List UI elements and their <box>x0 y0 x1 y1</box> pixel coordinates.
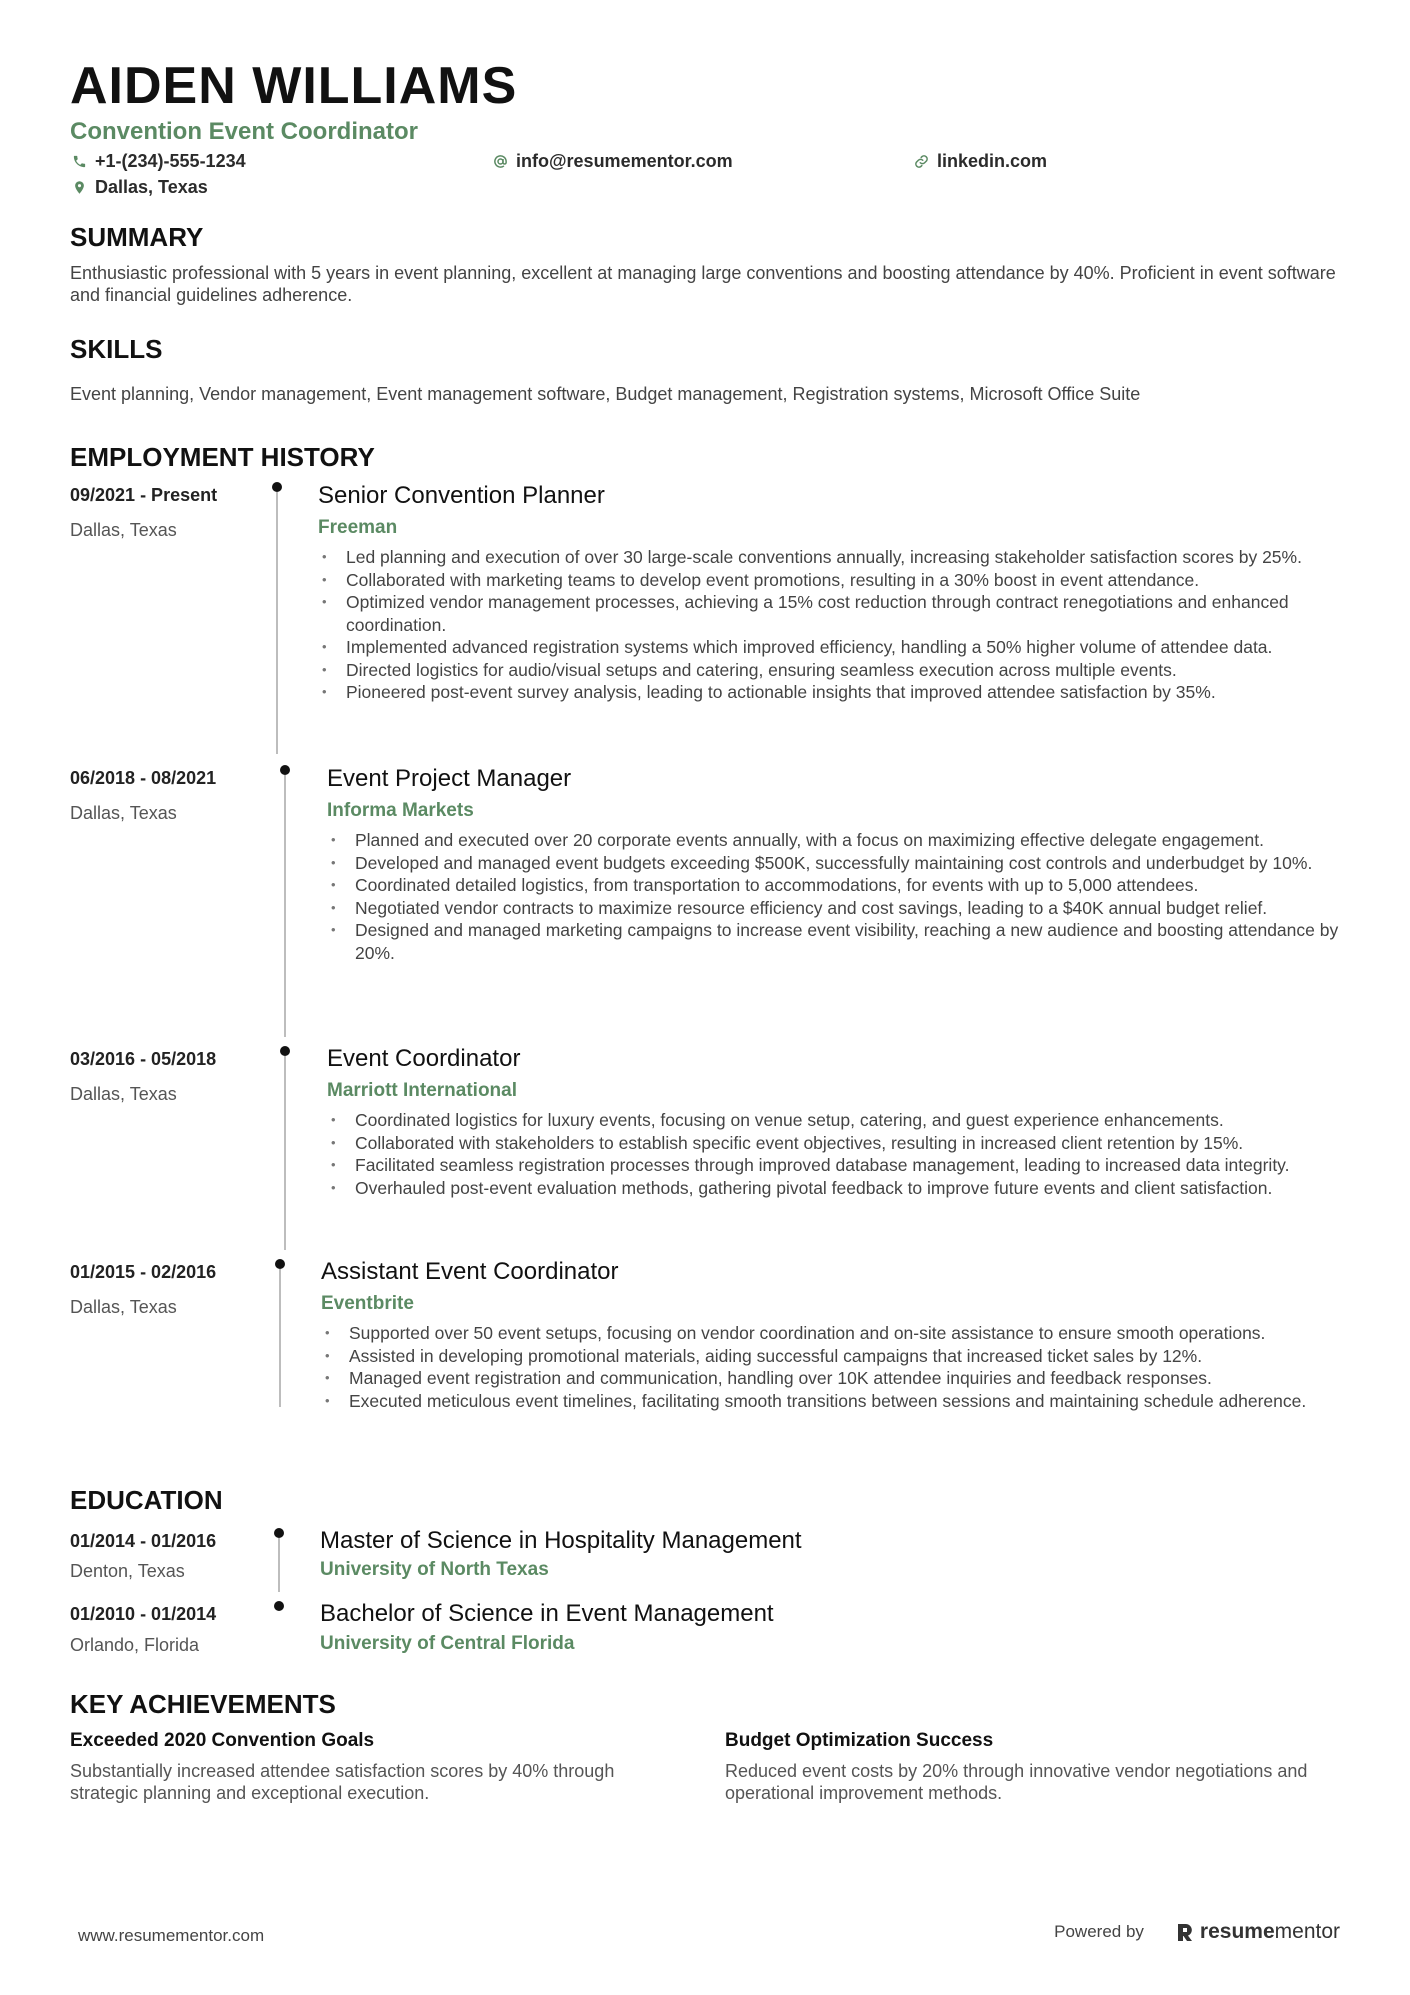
job-bullet: • Pioneered post-event survey analysis, leading to actionable insights that improved attendee satisfaction by 35%. <box>322 681 1342 704</box>
job-title: Senior Convention Planner <box>318 482 605 509</box>
timeline-line <box>284 1056 286 1250</box>
job-bullet: • Supported over 50 event setups, focusing on vendor coordination and on-site assistance to ensure smooth operations. <box>325 1322 1345 1345</box>
contact-phone <box>72 150 246 172</box>
job-location: Dallas, Texas <box>70 520 177 540</box>
job-company: Freeman <box>318 517 398 538</box>
skills-heading: SKILLS <box>70 334 163 364</box>
achievement-title: Budget Optimization Success <box>725 1730 994 1751</box>
edu-degree: Bachelor of Science in Event Management <box>320 1600 774 1627</box>
job-bullet: • Optimized vendor management processes, achieving a 15% cost reduction through contract renegotiations and enhanced coordination. <box>322 591 1342 636</box>
phone-icon <box>72 154 87 169</box>
timeline-dot <box>274 1601 284 1611</box>
job-dates: 06/2018 - 08/2021 <box>70 768 217 788</box>
job-bullet: • Developed and managed event budgets exceeding $500K, successfully maintaining cost controls and underbudget by 10%. <box>331 852 1351 875</box>
candidate-name: AIDEN WILLIAMS <box>70 57 518 115</box>
job-bullet: • Coordinated detailed logistics, from transportation to accommodations, for events with up to 5,000 attendees. <box>331 874 1351 897</box>
summary-heading: SUMMARY <box>70 222 204 252</box>
contact-email <box>493 150 733 172</box>
job-title: Assistant Event Coordinator <box>321 1258 619 1285</box>
job-location: Dallas, Texas <box>70 1084 177 1104</box>
edu-school: University of North Texas <box>320 1559 549 1580</box>
brand-name-light: mentor <box>1274 1920 1340 1943</box>
edu-location: Denton, Texas <box>70 1561 185 1581</box>
phone-text: +1-(234)-555-1234 <box>95 151 246 171</box>
summary-text: Enthusiastic professional with 5 years in event planning, excellent at managing large conventions and boosting attendance by 40%. Proficient in event software and financial guidelines adherence. <box>70 263 1336 305</box>
timeline-dot <box>272 482 282 492</box>
timeline-dot <box>280 1046 290 1056</box>
footer-powered <box>1054 1920 1340 1944</box>
linkedin-text[interactable]: linkedin.com <box>937 151 1048 171</box>
brand-name-bold: resume <box>1199 1920 1275 1943</box>
candidate-role: Convention Event Coordinator <box>70 118 418 145</box>
edu-location: Orlando, Florida <box>70 1635 200 1655</box>
timeline-line <box>279 1269 281 1407</box>
timeline-dot <box>274 1528 284 1538</box>
job-bullet: • Overhauled post-event evaluation methods, gathering pivotal feedback to improve future events and client satisfaction. <box>331 1177 1351 1200</box>
job-bullet: • Executed meticulous event timelines, facilitating smooth transitions between sessions and maintaining schedule adherence. <box>325 1390 1345 1413</box>
edu-dates: 01/2010 - 01/2014 <box>70 1604 217 1624</box>
job-bullet: • Led planning and execution of over 30 large-scale conventions annually, increasing stakeholder satisfaction scores by 25%. <box>322 546 1342 569</box>
location-pin-icon <box>72 180 87 195</box>
contact-linkedin <box>914 150 1047 172</box>
timeline-dot <box>280 765 290 775</box>
timeline-dot <box>275 1259 285 1269</box>
job-bullet: • Directed logistics for audio/visual setups and catering, ensuring seamless execution across multiple events. <box>322 659 1342 682</box>
contact-location <box>72 176 208 198</box>
job-title: Event Project Manager <box>327 765 572 792</box>
job-bullet: • Collaborated with stakeholders to establish specific event objectives, resulting in increased client retention by 15%. <box>331 1132 1351 1155</box>
job-bullets <box>325 1322 1345 1412</box>
timeline-line <box>278 1538 280 1592</box>
job-bullet: • Assisted in developing promotional materials, aiding successful campaigns that increased ticket sales by 12%. <box>325 1345 1345 1368</box>
job-bullet: • Coordinated logistics for luxury events, focusing on venue setup, catering, and guest experience enhancements. <box>331 1109 1351 1132</box>
brand-mark-icon <box>1176 1922 1194 1942</box>
timeline-line <box>284 775 286 1037</box>
job-bullet: • Negotiated vendor contracts to maximize resource efficiency and cost savings, leading to a $40K annual budget relief. <box>331 897 1351 920</box>
email-text[interactable]: info@resumementor.com <box>516 151 733 171</box>
job-bullet: • Designed and managed marketing campaigns to increase event visibility, reaching a new audience and boosting attendance by 20%. <box>331 919 1351 964</box>
at-icon <box>493 154 508 169</box>
footer-website[interactable]: www.resumementor.com <box>78 1926 265 1945</box>
brand-logo[interactable] <box>1176 1920 1340 1944</box>
job-bullet: • Implemented advanced registration systems which improved efficiency, handling a 50% higher volume of attendee data. <box>322 636 1342 659</box>
powered-by-text: Powered by <box>1054 1922 1144 1941</box>
job-bullets <box>322 546 1342 704</box>
job-bullet: • Managed event registration and communication, handling over 10K attendee inquiries and feedback responses. <box>325 1367 1345 1390</box>
edu-dates: 01/2014 - 01/2016 <box>70 1531 217 1551</box>
education-heading: EDUCATION <box>70 1485 223 1515</box>
timeline-line <box>276 492 278 754</box>
job-company: Informa Markets <box>327 800 474 821</box>
employment-heading: EMPLOYMENT HISTORY <box>70 442 375 472</box>
achievements-heading: KEY ACHIEVEMENTS <box>70 1689 336 1719</box>
achievement-text: Reduced event costs by 20% through innovative vendor negotiations and operational improvement methods. <box>725 1761 1308 1803</box>
achievement-text: Substantially increased attendee satisfaction scores by 40% through strategic planning and exceptional execution. <box>70 1761 615 1803</box>
job-bullet: • Planned and executed over 20 corporate events annually, with a focus on maximizing effective delegate engagement. <box>331 829 1351 852</box>
job-location: Dallas, Texas <box>70 803 177 823</box>
job-bullet: • Facilitated seamless registration processes through improved database management, leading to increased data integrity. <box>331 1154 1351 1177</box>
edu-degree: Master of Science in Hospitality Management <box>320 1527 802 1554</box>
job-location: Dallas, Texas <box>70 1297 177 1317</box>
job-bullet: • Collaborated with marketing teams to develop event promotions, resulting in a 30% boost in event attendance. <box>322 569 1342 592</box>
job-bullets <box>331 1109 1351 1199</box>
location-text: Dallas, Texas <box>95 177 208 197</box>
link-icon <box>914 154 929 169</box>
job-bullets <box>331 829 1351 964</box>
job-dates: 03/2016 - 05/2018 <box>70 1049 217 1069</box>
job-dates: 09/2021 - Present <box>70 485 218 505</box>
edu-school: University of Central Florida <box>320 1633 575 1654</box>
job-dates: 01/2015 - 02/2016 <box>70 1262 217 1282</box>
achievement-title: Exceeded 2020 Convention Goals <box>70 1730 375 1751</box>
job-title: Event Coordinator <box>327 1045 521 1072</box>
skills-text: Event planning, Vendor management, Event management software, Budget management, Registration systems, Microsoft Office Suite <box>70 384 1141 404</box>
job-company: Eventbrite <box>321 1293 414 1314</box>
job-company: Marriott International <box>327 1080 518 1101</box>
